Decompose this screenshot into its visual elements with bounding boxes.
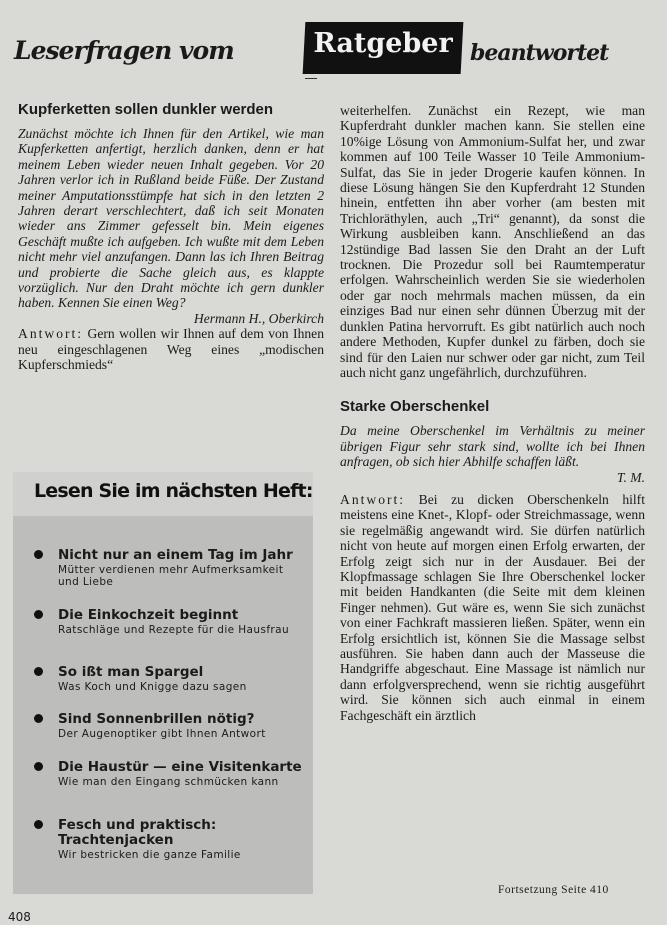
next-issue-item <box>34 608 304 637</box>
left-column <box>18 101 324 373</box>
next-issue-item <box>34 712 304 741</box>
reader-question <box>18 126 324 326</box>
item-heading: Sind Sonnenbrillen nötig? <box>58 711 255 727</box>
next-issue-item <box>34 548 304 588</box>
bullet-icon <box>34 667 43 676</box>
answer-label: Antwort: <box>340 491 406 507</box>
item-subline: Wir bestricken die ganze Familie <box>58 849 241 861</box>
item-heading: Die Einkochzeit beginnt <box>58 607 239 623</box>
answer-text: Bei zu dicken Oberschenkeln hilft meistens eine Knet-, Klopf- oder Streichmassage, wenn sie regelmäßig angewandt wird. Sie dürfen natürlich nicht von heute auf morgen einen Erfolg erwarten, der Erfolg zeigt sich nur in der Ausdauer. Bei der Klopfmassage schlagen Sie Ihre Oberschenkel locker mit beiden Handkanten (die Seite mit dem kleinen Finger nehmen). Gut wäre es, wenn Sie sich zunächst von einer Fachkraft massieren ließen. Später, wenn ein Erfolg ersichtlich ist, können Sie die Massage selbst ausführen. Sie haben dann auch der Masseuse die Handgriffe abgeschaut. Eine Massage ist nämlich nur dann erfolgversprechend, wenn sie richtig ausgeführt wird. Sie können sich auch einmal in einem Fachgeschäft ein ärztlich <box>340 491 645 723</box>
bullet-icon <box>34 820 43 829</box>
item-subline: Was Koch und Knigge dazu sagen <box>58 681 247 693</box>
answer-text-continued: weiterhelfen. Zunächst ein Rezept, wie man Kupferdraht dunkler machen kann. Sie stellen eine 10%ige Lösung von Ammonium-Sulfat her, und zwar kommen auf 100 Teile Wasser 10 Teile Ammonium-Sulfat, das Sie in jeder Drogerie kaufen können. In diese Lösung hängen Sie den Kupferdraht 12 Stunden hinein, entfetten ihn aber vorher (am besten mit Trichloräthylen, auch „Tri“ genannt), da sonst die Wirkung ausbleiben kann. Anschließend an das 12stündige Bad lassen Sie den Draht an der Luft trocknen. Die Prozedur soll bei Raumtemperatur erfolgen. Wahrscheinlich werden Sie sie wiederholen oder gar noch mehrmals machen müssen, da ein einziges Bad nur einen sehr dünnen Überzug mit der dunklen Patina hervorruft. Es gibt natürlich auch noch andere Methoden, Kupfer dunkel zu färben, doch sie sind für den Laien nur schwer oder gar nicht, zum Teil auch nicht ganz ungefährlich, durchzuführen. <box>340 103 645 380</box>
item-heading: Die Haustür — eine Visitenkarte <box>58 759 302 775</box>
question-signature: Hermann H., Oberkirch <box>193 310 324 326</box>
next-issue-title: Lesen Sie im nächsten Heft: <box>34 480 313 502</box>
question-signature: T. M. <box>616 469 645 485</box>
next-issue-item <box>34 760 304 789</box>
article-title: Kupferketten sollen dunkler werden <box>18 101 274 118</box>
continued-note: Fortsetzung Seite 410 <box>498 884 609 896</box>
item-heading: Fesch und praktisch: Trachtenjacken <box>58 817 217 848</box>
bullet-icon <box>34 610 43 619</box>
right-column <box>340 103 645 723</box>
editor-answer <box>340 492 645 723</box>
next-issue-item <box>34 818 304 862</box>
bullet-icon <box>34 714 43 723</box>
column-header <box>0 22 667 74</box>
item-heading: Nicht nur an einem Tag im Jahr <box>58 547 293 563</box>
question-text: Zunächst möchte ich Ihnen für den Artikel, wie man Kupferketten anfertigt, herzlich danken, denn er hat meinem Leben wieder neuen Inhalt gegeben. Vor 20 Jahren verlor ich in Rußland beide Füße. Der Zustand meiner Amputationsstümpfe hat sich in den letzten 2 Jahren derart verschlechtert, daß ich seit Monaten wieder ans Zimmer gefesselt bin. Mein eigenes Geschäft mußte ich aufgeben. Ich wußte mit dem Leben nicht mehr viel anzufangen. Dann las ich Ihren Beitrag und probierte die Sache gleich aus, es klappte vorzüglich. Nur den Draht möchte ich gern dunkler haben. Kennen Sie einen Weg? <box>18 126 324 311</box>
answer-text-start: Gern wollen wir Ihnen auf dem von Ihnen neu eingeschlagenen Weg eines „modischen Kupferschmieds“ <box>18 326 324 373</box>
item-subline: Der Augenoptiker gibt Ihnen Antwort <box>58 728 266 740</box>
divider-mark <box>305 78 317 79</box>
article-title: Starke Oberschenkel <box>340 398 490 416</box>
next-issue-item <box>34 665 304 694</box>
answer-label: Antwort: <box>18 326 84 342</box>
brand-title: Ratgeber <box>313 28 453 59</box>
item-subline: Ratschläge und Rezepte für die Hausfrau <box>58 624 290 636</box>
header-handwriting-left: Leserfragen vom <box>14 36 234 65</box>
bullet-icon <box>34 550 43 559</box>
bullet-icon <box>34 762 43 771</box>
item-subline: Wie man den Eingang schmücken kann <box>58 776 279 788</box>
item-subline: Mütter verdienen mehr Aufmerksamkeit und Liebe <box>58 564 284 588</box>
header-handwriting-right: beantwortet <box>470 40 609 66</box>
reader-question <box>340 423 645 485</box>
editor-answer <box>18 326 324 372</box>
page-number: 408 <box>8 910 31 924</box>
question-text: Da meine Oberschenkel im Verhältnis zu meiner übrigen Figur sehr stark sind, wollte ich bei Ihnen anfragen, ob sich hier Abhilfe schaffen läßt. <box>340 423 645 470</box>
item-heading: So ißt man Spargel <box>58 664 204 680</box>
